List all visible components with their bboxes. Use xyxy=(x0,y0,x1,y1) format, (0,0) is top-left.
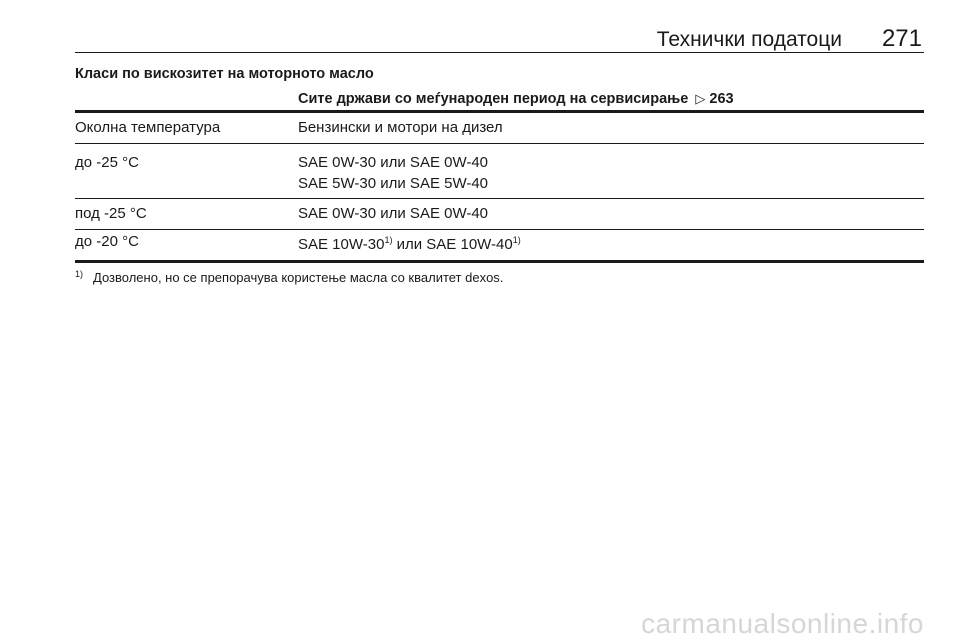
oil-grade-cell xyxy=(298,230,924,260)
table-caption-ref[interactable]: 263 xyxy=(709,91,734,107)
watermark: carmanualsonline.info xyxy=(641,608,924,639)
table-caption-text: Сите држави со меѓународен период на сервисирање xyxy=(298,91,689,107)
oil-grade-cell xyxy=(298,152,924,198)
table-row xyxy=(75,199,924,230)
section-title: Класи по вискозитет на моторното масло xyxy=(75,66,374,82)
column-header-engines: Бензински и мотори на дизел xyxy=(298,119,503,136)
temperature-cell: под -25 °C xyxy=(75,205,147,222)
column-header-temperature: Околна температура xyxy=(75,119,221,136)
table-caption xyxy=(75,88,924,113)
oil-grade-line: SAE 5W-30 или SAE 5W-40 xyxy=(298,175,489,192)
oil-grade-cell: SAE 0W-30 или SAE 0W-40 xyxy=(298,205,489,222)
page-header xyxy=(75,22,924,53)
table-row xyxy=(75,144,924,199)
footnote-mark: 1) xyxy=(75,269,84,279)
page-header-title: Технички податоци xyxy=(656,28,842,51)
table-row xyxy=(75,230,924,263)
temperature-cell: до -20 °C xyxy=(75,233,139,250)
table-header-row xyxy=(75,113,924,144)
page-reference-icon: ▷ xyxy=(695,91,706,106)
viscosity-table xyxy=(75,88,924,263)
oil-grade-part: SAE 10W-30 xyxy=(298,236,385,253)
oil-grade-part: или SAE 10W-40 xyxy=(392,236,513,253)
oil-grade-line: SAE 0W-30 или SAE 0W-40 xyxy=(298,154,489,171)
footnote-ref: 1) xyxy=(384,235,393,245)
footnote-ref: 1) xyxy=(512,235,521,245)
temperature-cell: до -25 °C xyxy=(75,154,139,171)
page-number: 271 xyxy=(881,25,922,52)
footnote xyxy=(75,270,503,285)
footnote-text: Дозволено, но се препорачува користење масла со квалитет dexos. xyxy=(93,270,504,285)
